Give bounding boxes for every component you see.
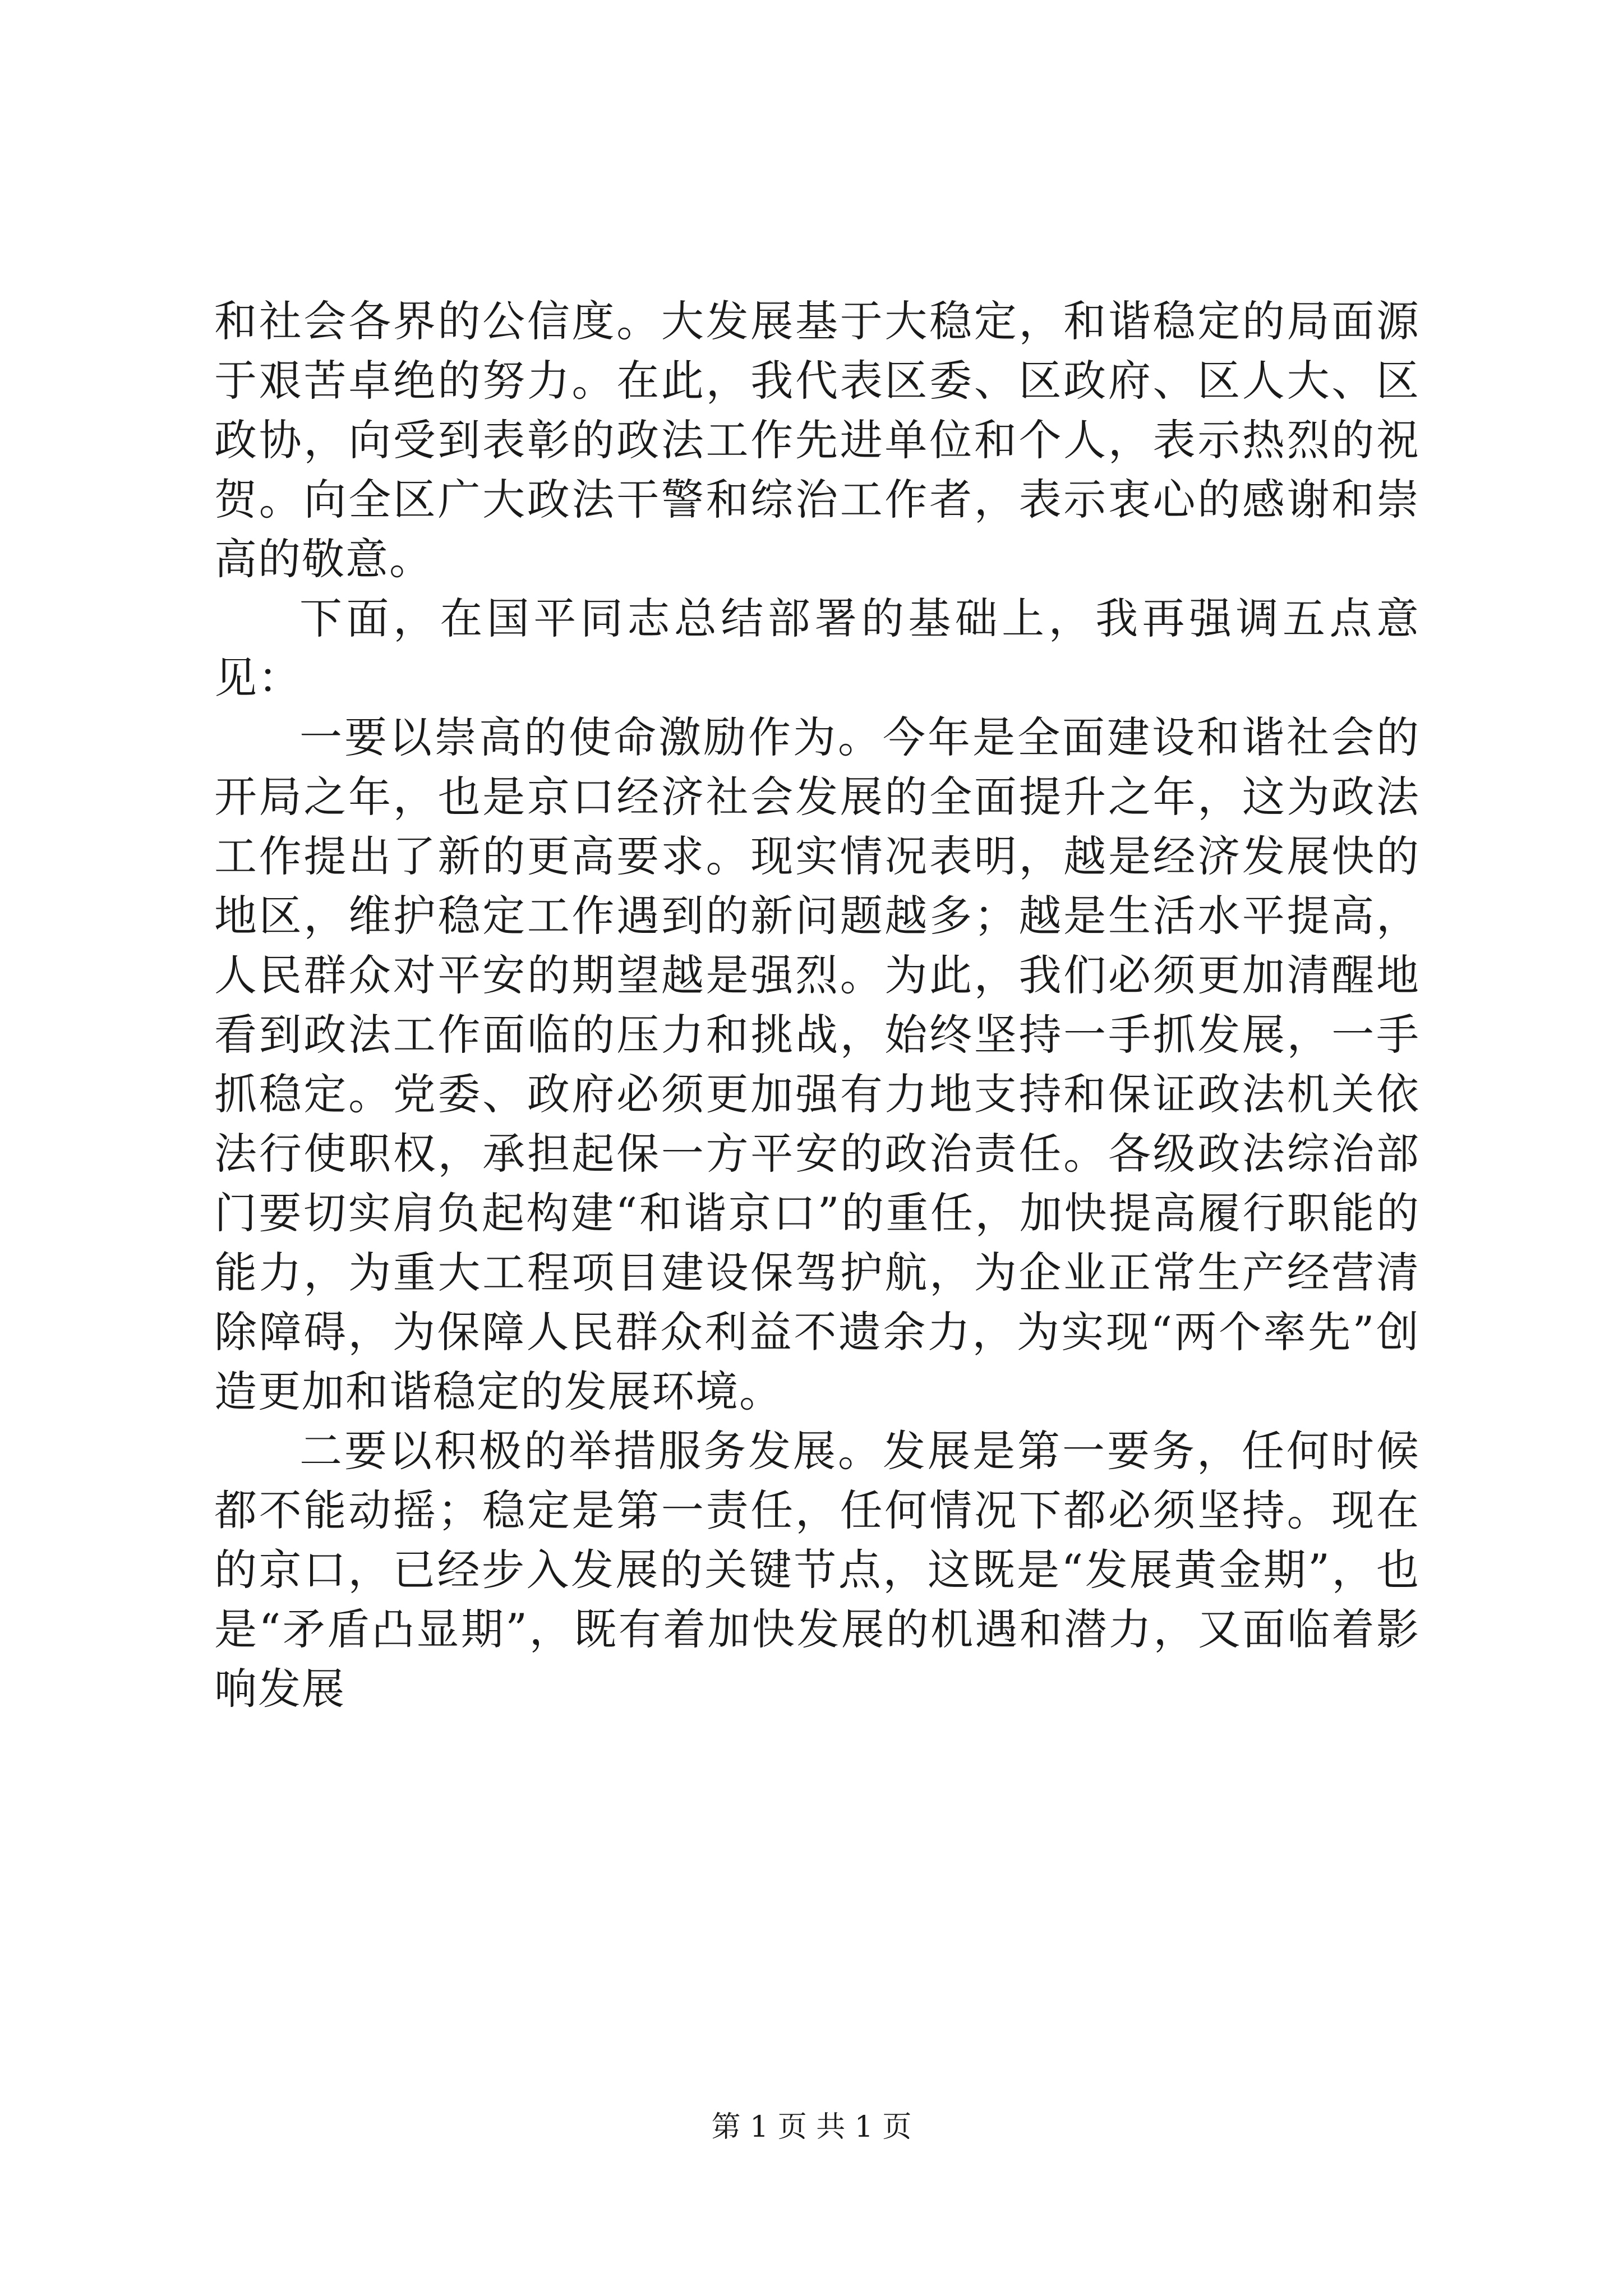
paragraph-4: 二要以积极的举措服务发展。发展是第一要务，任何时候都不能动摇；稳定是第一责任，任何情况下都必须坚持。现在的京口，已经步入发展的关键节点，这既是“发展黄金期”，也是“矛盾凸显期”，既有着加快发展的机遇和潜力，又面临着影响发展 bbox=[214, 1426, 1420, 1714]
paragraph-3: 一要以崇高的使命激励作为。今年是全面建设和谐社会的开局之年，也是京口经济社会发展的全面提升之年，这为政法工作提出了新的更高要求。现实情况表明，越是经济发展快的地区，维护稳定工作遇到的新问题越多；越是生活水平提高，人民群众对平安的期望越是强烈。为此，我们必须更加清醒地看到政法工作面临的压力和挑战，始终坚持一手抓发展，一手抓稳定。党委、政府必须更加强有力地支持和保证政法机关依法行使职权，承担起保一方平安的政治责任。各级政法综治部门要切实肩负起构建“和谐京口”的重任，加快提高履行职能的能力，为重大工程项目建设保驾护航，为企业正常生产经营清除障碍，为保障人民群众利益不遗余力，为实现“两个率先”创造更加和谐稳定的发展环境。 bbox=[214, 712, 1420, 1416]
paragraph-1: 和社会各界的公信度。大发展基于大稳定，和谐稳定的局面源于艰苦卓绝的努力。在此，我代表区委、区政府、区人大、区政协，向受到表彰的政法工作先进单位和个人，表示热烈的祝贺。向全区广大政法干警和综治工作者，表示衷心的感谢和崇高的敬意。 bbox=[214, 296, 1420, 584]
paragraph-2: 下面，在国平同志总结部署的基础上，我再强调五点意见： bbox=[214, 593, 1420, 703]
document-body bbox=[214, 292, 1420, 1719]
page-footer: 第 1 页 共 1 页 bbox=[711, 2110, 912, 2144]
